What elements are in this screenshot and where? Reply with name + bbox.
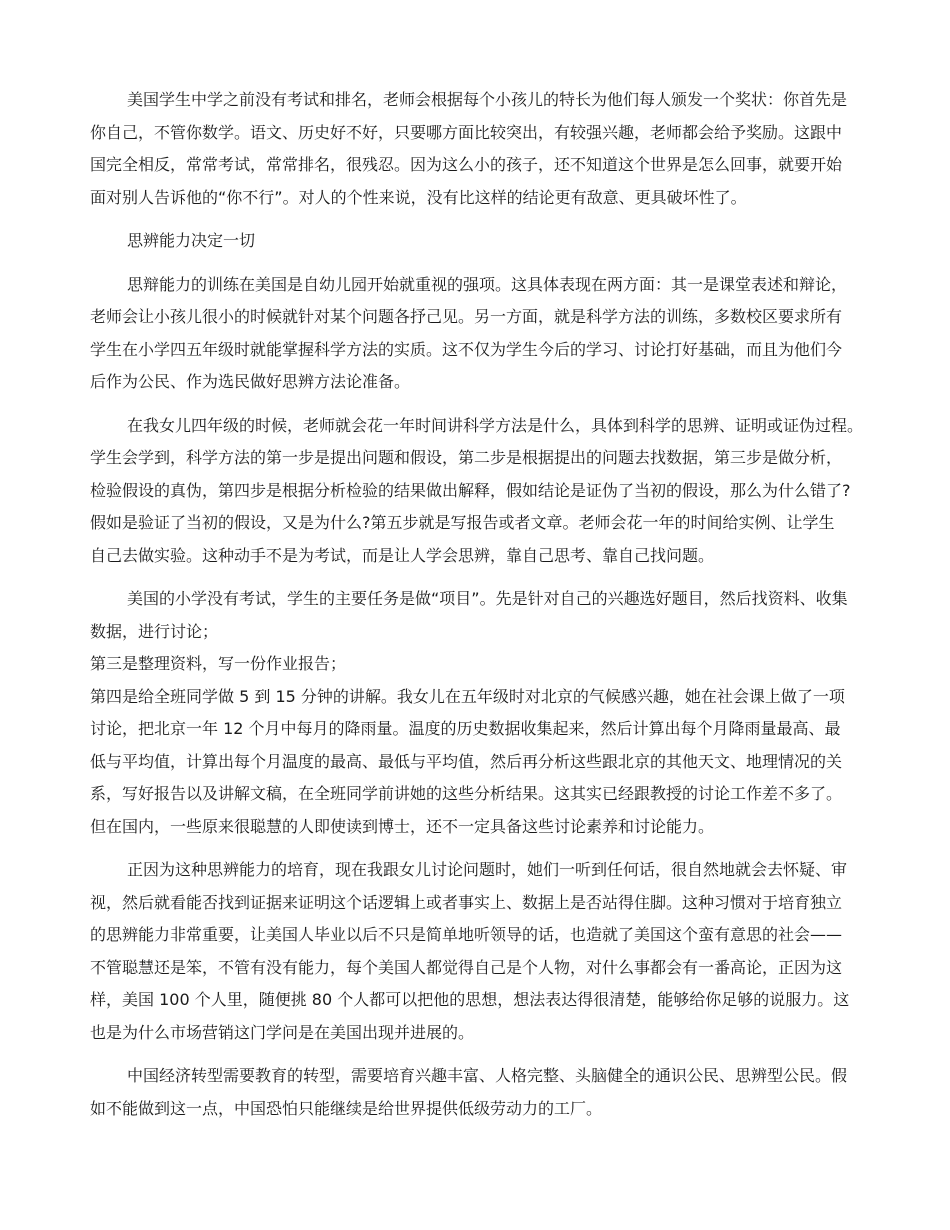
text-line: 但在国内，一些原来很聪慧的人即使读到博士，还不一定具备这些讨论素养和讨论能力。 (90, 816, 715, 836)
text-line: 美国的小学没有考试，学生的主要任务是做“项目”。先是针对自己的兴趣选好题目，然后找资料、收集 (127, 589, 848, 608)
text-line: 视，然后就看能否找到证据来证明这个话逻辑上或者事实上、数据上是否站得住脚。这种习惯对于培育独立 (90, 892, 843, 912)
text-line: 低与平均值，计算出每个月温度的最高、最低与平均值，然后再分析这些跟北京的其他天文、地理情况的关 (90, 751, 843, 771)
paragraph-gap (90, 214, 890, 225)
paragraph-6 (90, 1060, 890, 1125)
paragraph-gap (90, 572, 890, 583)
paragraph-2 (90, 269, 890, 399)
text-line: 数据，进行讨论； (90, 621, 219, 641)
paragraph-gap (90, 1049, 890, 1060)
text-line: 检验假设的真伪，第四步是根据分析检验的结果做出解释，假如结论是证伪了当初的假设，那么为什么错了? (90, 480, 851, 500)
paragraph-5 (90, 854, 890, 1049)
document-page (90, 84, 890, 1125)
text-line: 正因为这种思辨能力的培育，现在我跟女儿讨论问题时，她们一听到任何话，很自然地就会去怀疑、审 (127, 860, 848, 879)
text-line: 不管聪慧还是笨，不管有没有能力，每个美国人都觉得自己是个人物，对什么事都会有一番高论，正因为这 (90, 957, 843, 977)
paragraph-gap (90, 843, 890, 854)
text-line: 假如是验证了当初的假设，又是为什么?第五步就是写报告或者文章。老师会花一年的时间给实例、让学生 (90, 513, 835, 532)
text-line: 国完全相反，常常考试，常常排名，很残忍。因为这么小的孩子，还不知道这个世界是怎么回事，就要开始 (90, 155, 843, 174)
text-line: 思辩能力的训练在美国是自幼儿园开始就重视的强项。这具体表现在两方面：其一是课堂表述和辩论， (127, 274, 848, 294)
text-line: 的思辨能力非常重要，让美国人毕业以后不只是简单地听领导的话，也造就了美国这个蛮有意思的社会—— (90, 925, 843, 944)
text-line: 后作为公民、作为选民做好思辨方法论准备。 (90, 372, 411, 391)
text-line: 在我女儿四年级的时候，老师就会花一年时间讲科学方法是什么，具体到科学的思辨、证明或证伪过程。 (127, 415, 864, 435)
text-line: 第三是整理资料，写一份作业报告； (90, 654, 347, 673)
text-line: 学生会学到，科学方法的第一步是提出问题和假设，第二步是根据提出的问题去找数据，第三步是做分析， (90, 448, 843, 467)
text-line: 你自己，不管你数学。语文、历史好不好，只要哪方面比较突出，有较强兴趣，老师都会给予奖励。这跟中 (90, 122, 843, 142)
paragraph-4 (90, 583, 890, 843)
text-line: 样，美国 100 个人里，随便挑 80 个人都可以把他的思想，想法表达得很清楚，能够给你足够的说服力。这 (90, 990, 850, 1009)
paragraph-gap (90, 399, 890, 410)
text-line: 美国学生中学之前没有考试和排名，老师会根据每个小孩儿的特长为他们每人颁发一个奖状：你首先是 (127, 90, 848, 109)
section-heading (90, 225, 890, 258)
paragraph-3 (90, 410, 890, 573)
text-line: 讨论，把北京一年 12 个月中每月的降雨量。温度的历史数据收集起来，然后计算出每个月降雨量最高、最 (90, 719, 841, 738)
text-line: 老师会让小孩儿很小的时候就针对某个问题各抒己见。另一方面，就是科学方法的训练，多数校区要求所有 (90, 307, 843, 326)
paragraph-1 (90, 84, 890, 214)
text-line: 第四是给全班同学做 5 到 15 分钟的讲解。我女儿在五年级时对北京的气候感兴趣，她在社会课上做了一项 (90, 686, 845, 706)
text-line: 系，写好报告以及讲解文稿，在全班同学前讲她的这些分析结果。这其实已经跟教授的讨论工作差不多了。 (90, 784, 843, 803)
text-line: 也是为什么市场营销这门学问是在美国出现并进展的。 (90, 1022, 475, 1042)
text-line: 自己去做实验。这种动手不是为考试，而是让人学会思辨，靠自己思考、靠自己找问题。 (90, 545, 715, 565)
text-line: 面对别人告诉他的“你不行”。对人的个性来说，没有比这样的结论更有敌意、更具破坏性了。 (90, 187, 747, 207)
text-line: 如不能做到这一点，中国恐怕只能继续是给世界提供低级劳动力的工厂。 (90, 1098, 603, 1118)
paragraph-gap (90, 258, 890, 269)
text-line: 学生在小学四五年级时就能掌握科学方法的实质。这不仅为学生今后的学习、讨论打好基础，而且为他们今 (90, 339, 843, 359)
heading-text: 思辨能力决定一切 (127, 231, 256, 250)
text-line: 中国经济转型需要教育的转型，需要培育兴趣丰富、人格完整、头脑健全的通识公民、思辨型公民。假 (127, 1066, 848, 1085)
